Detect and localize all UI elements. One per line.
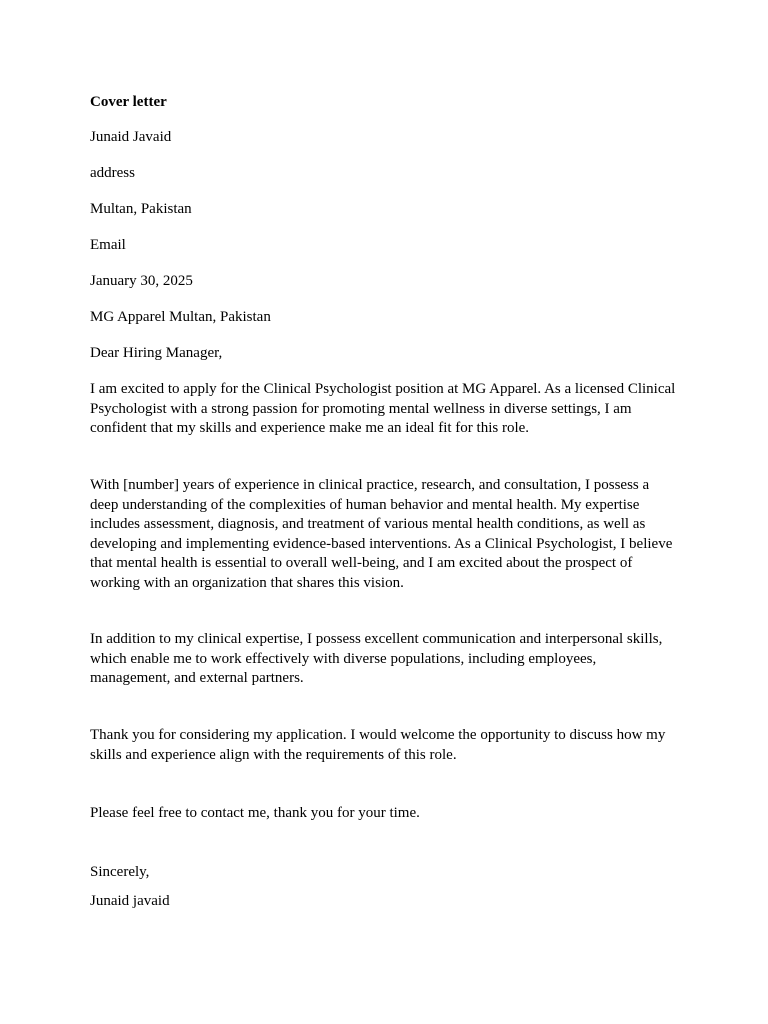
salutation: Dear Hiring Manager, <box>90 345 223 361</box>
body-paragraph-skills: In addition to my clinical expertise, I possess excellent communication and interpersonal skills, which enable me to work effectively with diverse populations, including employees, management, and external partners. <box>90 631 663 686</box>
sender-email: Email <box>90 237 126 253</box>
document-page <box>90 0 690 1024</box>
sender-name: Junaid Javaid <box>90 129 172 145</box>
body-paragraph-thanks: Thank you for considering my application. I would welcome the opportunity to discuss how my skills and experience align with the requirements of this role. <box>90 727 666 763</box>
recipient-address: MG Apparel Multan, Pakistan <box>90 309 271 325</box>
letter-date: January 30, 2025 <box>90 273 193 289</box>
sender-address: address <box>90 165 135 181</box>
body-paragraph-intro: I am excited to apply for the Clinical Psychologist position at MG Apparel. As a licensed Clinical Psychologist with a strong passion for promoting mental wellness in diverse settings, I am confident that my skills and experience make me an ideal fit for this role. <box>90 381 676 436</box>
document-title: Cover letter <box>90 94 167 110</box>
closing: Sincerely, <box>90 864 150 880</box>
sender-city: Multan, Pakistan <box>90 201 192 217</box>
signature: Junaid javaid <box>90 893 170 909</box>
body-paragraph-experience: With [number] years of experience in clinical practice, research, and consultation, I possess a deep understanding of the complexities of human behavior and mental health. My expertise includes assessment, diagnosis, and treatment of various mental health conditions, as well as developing and implementing evidence-based interventions. As a Clinical Psychologist, I believe that mental health is essential to overall well-being, and I am excited about the prospect of working with an organization that shares this vision. <box>90 477 673 591</box>
body-paragraph-contact: Please feel free to contact me, thank you for your time. <box>90 805 420 821</box>
